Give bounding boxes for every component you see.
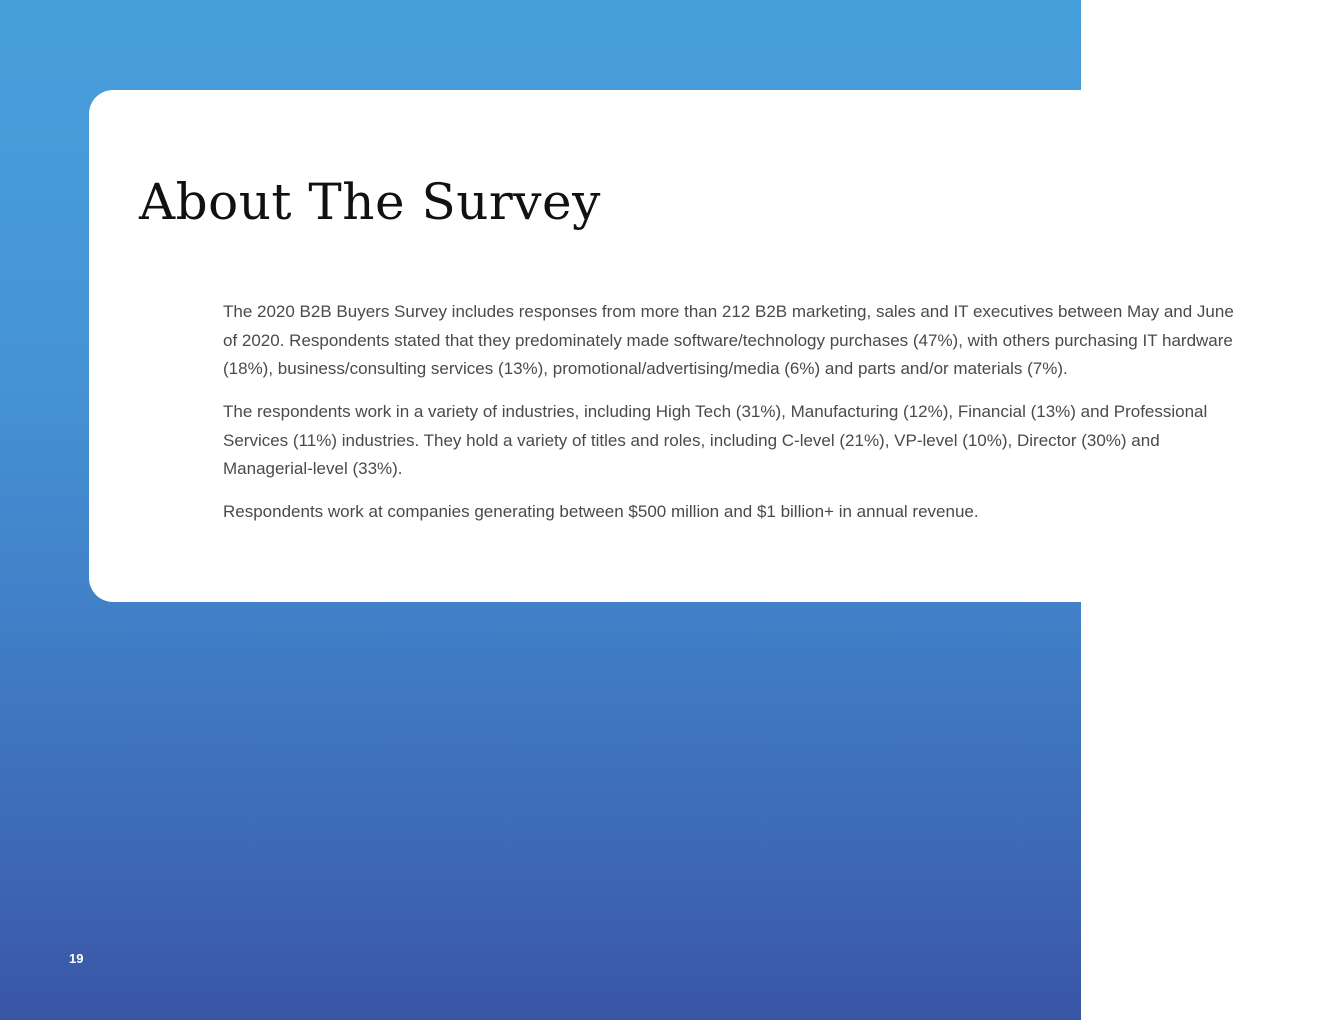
paragraph-industries-roles: The respondents work in a variety of industries, including High Tech (31%), Manufacturing (12%), Financial (13%) and Professional Services (11%) industries. They hold a variety of titles and roles, including C-level (21%), VP-level (10%), Director (30%) and Managerial-level (33%). <box>223 402 1208 478</box>
paragraph-respondents-overview: The 2020 B2B Buyers Survey includes responses from more than 212 B2B marketing, sales and IT executives between May and June of 2020. Respondents stated that they predominately made software/technology purchases (47%), with others purchasing IT hardware (18%), business/consulting services (13%), promotional/advertising/media (6%) and parts and/or materials (7%). <box>223 302 1234 378</box>
page-number: 19 <box>69 951 84 966</box>
survey-description <box>223 298 1241 541</box>
paragraph-company-revenue: Respondents work at companies generating between $500 million and $1 billion+ in annual revenue. <box>223 502 979 521</box>
content-card <box>89 90 1320 602</box>
page-title: About The Survey <box>139 173 601 231</box>
